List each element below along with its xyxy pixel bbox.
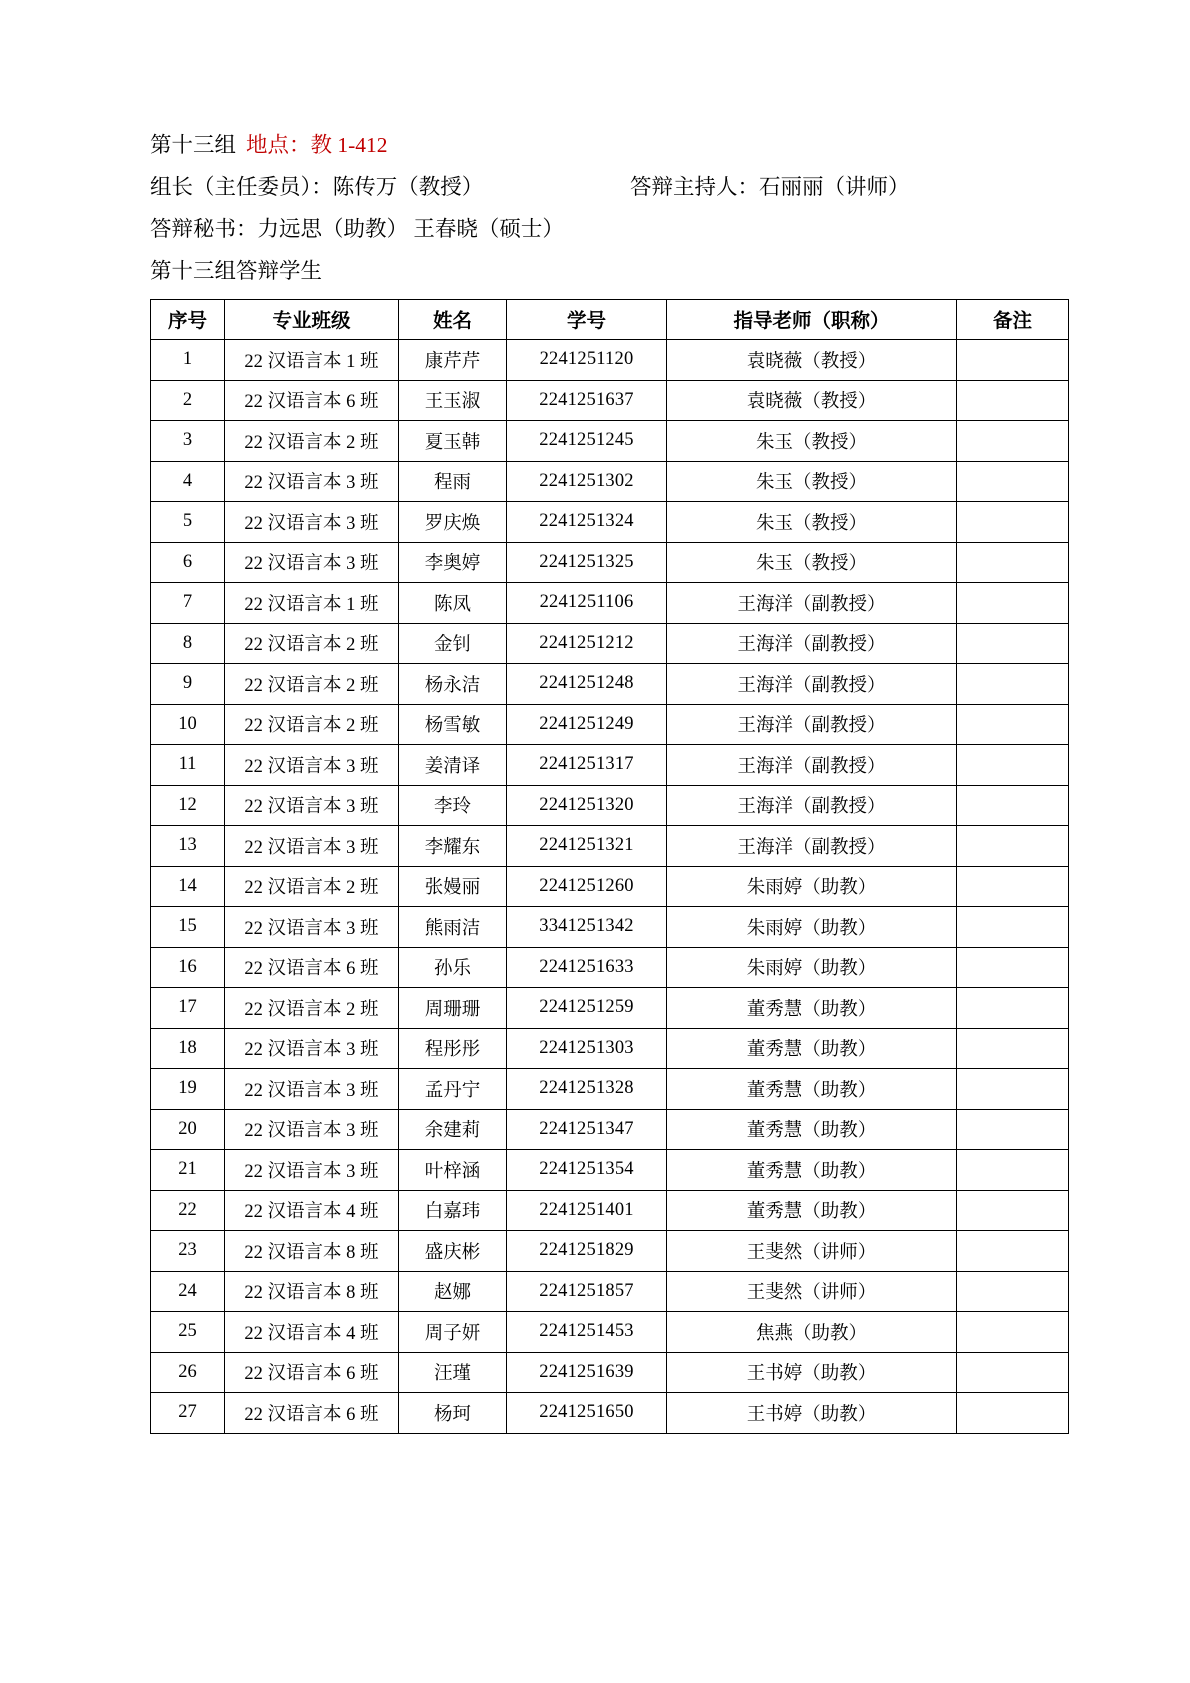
table-row (151, 542, 1069, 583)
cell-class: 22 汉语言本 3 班 (225, 542, 399, 583)
cell-student-id: 2241251354 (507, 1150, 667, 1191)
cell-name: 金钊 (399, 623, 507, 664)
cell-advisor: 王海洋（副教授） (667, 704, 957, 745)
group-title: 第十三组 (150, 133, 237, 157)
cell-class: 22 汉语言本 1 班 (225, 340, 399, 381)
cell-name: 周子妍 (399, 1312, 507, 1353)
cell-index: 9 (151, 664, 225, 705)
cell-name: 李玲 (399, 785, 507, 826)
cell-index: 2 (151, 380, 225, 421)
cell-name: 杨珂 (399, 1393, 507, 1434)
cell-class: 22 汉语言本 3 班 (225, 1109, 399, 1150)
cell-class: 22 汉语言本 3 班 (225, 745, 399, 786)
cell-student-id: 2241251303 (507, 1028, 667, 1069)
cell-note (957, 421, 1069, 462)
cell-student-id: 2241251347 (507, 1109, 667, 1150)
cell-note (957, 380, 1069, 421)
table-row (151, 988, 1069, 1029)
cell-class: 22 汉语言本 6 班 (225, 380, 399, 421)
cell-student-id: 2241251633 (507, 947, 667, 988)
leader-row (150, 167, 1070, 209)
cell-index: 4 (151, 461, 225, 502)
column-header-index: 序号 (151, 299, 225, 340)
cell-class: 22 汉语言本 4 班 (225, 1190, 399, 1231)
cell-name: 汪瑾 (399, 1352, 507, 1393)
cell-name: 赵娜 (399, 1271, 507, 1312)
cell-index: 5 (151, 502, 225, 543)
cell-student-id: 2241251320 (507, 785, 667, 826)
table-row (151, 826, 1069, 867)
cell-index: 18 (151, 1028, 225, 1069)
cell-note (957, 623, 1069, 664)
cell-note (957, 1190, 1069, 1231)
cell-advisor: 董秀慧（助教） (667, 1150, 957, 1191)
cell-note (957, 1109, 1069, 1150)
cell-name: 姜清译 (399, 745, 507, 786)
student-roster-table (150, 299, 1069, 1434)
cell-index: 11 (151, 745, 225, 786)
cell-name: 李奥婷 (399, 542, 507, 583)
cell-advisor: 朱玉（教授） (667, 502, 957, 543)
table-header-row (151, 299, 1069, 340)
cell-index: 24 (151, 1271, 225, 1312)
cell-name: 陈凤 (399, 583, 507, 624)
cell-student-id: 2241251325 (507, 542, 667, 583)
cell-student-id: 2241251260 (507, 866, 667, 907)
table-row (151, 1393, 1069, 1434)
table-row (151, 1069, 1069, 1110)
students-section-title: 第十三组答辩学生 (150, 258, 323, 283)
table-row (151, 1150, 1069, 1191)
cell-student-id: 3341251342 (507, 907, 667, 948)
cell-class: 22 汉语言本 3 班 (225, 785, 399, 826)
cell-note (957, 785, 1069, 826)
table-row (151, 1231, 1069, 1272)
cell-advisor: 王书婷（助教） (667, 1393, 957, 1434)
cell-advisor: 朱玉（教授） (667, 421, 957, 462)
column-header-advisor: 指导老师（职称） (667, 299, 957, 340)
cell-note (957, 1231, 1069, 1272)
table-row (151, 1190, 1069, 1231)
column-header-class: 专业班级 (225, 299, 399, 340)
cell-advisor: 焦燕（助教） (667, 1312, 957, 1353)
cell-name: 周珊珊 (399, 988, 507, 1029)
cell-student-id: 2241251401 (507, 1190, 667, 1231)
cell-index: 13 (151, 826, 225, 867)
cell-student-id: 2241251245 (507, 421, 667, 462)
cell-name: 杨雪敏 (399, 704, 507, 745)
cell-class: 22 汉语言本 2 班 (225, 664, 399, 705)
cell-index: 27 (151, 1393, 225, 1434)
cell-advisor: 董秀慧（助教） (667, 1109, 957, 1150)
cell-note (957, 745, 1069, 786)
cell-note (957, 1393, 1069, 1434)
cell-note (957, 340, 1069, 381)
cell-class: 22 汉语言本 3 班 (225, 461, 399, 502)
cell-name: 康芹芹 (399, 340, 507, 381)
cell-note (957, 1271, 1069, 1312)
cell-index: 15 (151, 907, 225, 948)
column-header-name: 姓名 (399, 299, 507, 340)
cell-student-id: 2241251650 (507, 1393, 667, 1434)
cell-advisor: 朱雨婷（助教） (667, 907, 957, 948)
cell-student-id: 2241251637 (507, 380, 667, 421)
table-row (151, 1271, 1069, 1312)
cell-student-id: 2241251321 (507, 826, 667, 867)
cell-note (957, 1352, 1069, 1393)
cell-class: 22 汉语言本 4 班 (225, 1312, 399, 1353)
cell-name: 王玉淑 (399, 380, 507, 421)
cell-index: 7 (151, 583, 225, 624)
cell-advisor: 王斐然（讲师） (667, 1271, 957, 1312)
cell-name: 熊雨洁 (399, 907, 507, 948)
cell-advisor: 董秀慧（助教） (667, 1069, 957, 1110)
table-row (151, 947, 1069, 988)
cell-index: 8 (151, 623, 225, 664)
cell-name: 余建莉 (399, 1109, 507, 1150)
cell-advisor: 董秀慧（助教） (667, 1028, 957, 1069)
cell-note (957, 461, 1069, 502)
cell-name: 孙乐 (399, 947, 507, 988)
cell-class: 22 汉语言本 3 班 (225, 502, 399, 543)
table-row (151, 664, 1069, 705)
table-row (151, 1312, 1069, 1353)
cell-student-id: 2241251248 (507, 664, 667, 705)
cell-name: 白嘉玮 (399, 1190, 507, 1231)
cell-class: 22 汉语言本 3 班 (225, 826, 399, 867)
cell-advisor: 袁晓薇（教授） (667, 380, 957, 421)
cell-student-id: 2241251324 (507, 502, 667, 543)
cell-class: 22 汉语言本 3 班 (225, 907, 399, 948)
cell-index: 6 (151, 542, 225, 583)
cell-class: 22 汉语言本 8 班 (225, 1271, 399, 1312)
cell-note (957, 988, 1069, 1029)
cell-advisor: 董秀慧（助教） (667, 1190, 957, 1231)
cell-class: 22 汉语言本 3 班 (225, 1028, 399, 1069)
cell-name: 张嫚丽 (399, 866, 507, 907)
cell-student-id: 2241251212 (507, 623, 667, 664)
cell-student-id: 2241251328 (507, 1069, 667, 1110)
cell-student-id: 2241251829 (507, 1231, 667, 1272)
cell-class: 22 汉语言本 2 班 (225, 866, 399, 907)
cell-student-id: 2241251120 (507, 340, 667, 381)
cell-name: 杨永洁 (399, 664, 507, 705)
table-row (151, 380, 1069, 421)
group-leader: 组长（主任委员）：陈传万（教授） (150, 174, 484, 199)
cell-student-id: 2241251317 (507, 745, 667, 786)
cell-student-id: 2241251302 (507, 461, 667, 502)
cell-student-id: 2241251249 (507, 704, 667, 745)
cell-name: 李耀东 (399, 826, 507, 867)
cell-advisor: 朱玉（教授） (667, 542, 957, 583)
cell-advisor: 王海洋（副教授） (667, 785, 957, 826)
cell-student-id: 2241251453 (507, 1312, 667, 1353)
cell-advisor: 王斐然（讲师） (667, 1231, 957, 1272)
table-row (151, 421, 1069, 462)
cell-index: 22 (151, 1190, 225, 1231)
table-row (151, 461, 1069, 502)
cell-index: 20 (151, 1109, 225, 1150)
cell-advisor: 王海洋（副教授） (667, 583, 957, 624)
cell-note (957, 1150, 1069, 1191)
cell-index: 12 (151, 785, 225, 826)
cell-index: 14 (151, 866, 225, 907)
table-row (151, 1109, 1069, 1150)
table-row (151, 1352, 1069, 1393)
cell-student-id: 2241251639 (507, 1352, 667, 1393)
group-heading (150, 125, 1070, 167)
cell-index: 3 (151, 421, 225, 462)
cell-advisor: 朱雨婷（助教） (667, 947, 957, 988)
cell-advisor: 王海洋（副教授） (667, 623, 957, 664)
table-row (151, 785, 1069, 826)
cell-advisor: 董秀慧（助教） (667, 988, 957, 1029)
table-row (151, 502, 1069, 543)
table-row (151, 340, 1069, 381)
cell-note (957, 583, 1069, 624)
column-header-note: 备注 (957, 299, 1069, 340)
cell-name: 罗庆焕 (399, 502, 507, 543)
cell-class: 22 汉语言本 6 班 (225, 947, 399, 988)
cell-advisor: 王海洋（副教授） (667, 664, 957, 705)
table-row (151, 583, 1069, 624)
cell-class: 22 汉语言本 3 班 (225, 1069, 399, 1110)
cell-advisor: 王海洋（副教授） (667, 826, 957, 867)
cell-note (957, 1069, 1069, 1110)
cell-index: 21 (151, 1150, 225, 1191)
table-row (151, 907, 1069, 948)
secretary-line: 答辩秘书：力远思（助教） 王春晓（硕士） (150, 216, 564, 241)
cell-class: 22 汉语言本 8 班 (225, 1231, 399, 1272)
table-row (151, 866, 1069, 907)
cell-note (957, 826, 1069, 867)
cell-note (957, 907, 1069, 948)
location-label: 地点：教 1-412 (246, 133, 388, 157)
cell-class: 22 汉语言本 2 班 (225, 704, 399, 745)
cell-note (957, 947, 1069, 988)
cell-class: 22 汉语言本 6 班 (225, 1352, 399, 1393)
cell-advisor: 王书婷（助教） (667, 1352, 957, 1393)
cell-advisor: 袁晓薇（教授） (667, 340, 957, 381)
cell-class: 22 汉语言本 2 班 (225, 623, 399, 664)
cell-index: 26 (151, 1352, 225, 1393)
cell-note (957, 664, 1069, 705)
cell-note (957, 1312, 1069, 1353)
cell-note (957, 542, 1069, 583)
cell-note (957, 866, 1069, 907)
cell-name: 程雨 (399, 461, 507, 502)
cell-note (957, 704, 1069, 745)
cell-class: 22 汉语言本 2 班 (225, 421, 399, 462)
cell-index: 10 (151, 704, 225, 745)
cell-note (957, 1028, 1069, 1069)
cell-advisor: 朱玉（教授） (667, 461, 957, 502)
cell-name: 盛庆彬 (399, 1231, 507, 1272)
cell-class: 22 汉语言本 6 班 (225, 1393, 399, 1434)
cell-index: 19 (151, 1069, 225, 1110)
cell-class: 22 汉语言本 3 班 (225, 1150, 399, 1191)
table-row (151, 1028, 1069, 1069)
cell-class: 22 汉语言本 1 班 (225, 583, 399, 624)
table-row (151, 745, 1069, 786)
cell-class: 22 汉语言本 2 班 (225, 988, 399, 1029)
cell-advisor: 朱雨婷（助教） (667, 866, 957, 907)
cell-name: 孟丹宁 (399, 1069, 507, 1110)
cell-student-id: 2241251106 (507, 583, 667, 624)
cell-name: 叶梓涵 (399, 1150, 507, 1191)
column-header-student-id: 学号 (507, 299, 667, 340)
cell-advisor: 王海洋（副教授） (667, 745, 957, 786)
cell-student-id: 2241251259 (507, 988, 667, 1029)
cell-index: 17 (151, 988, 225, 1029)
cell-index: 16 (151, 947, 225, 988)
table-row (151, 623, 1069, 664)
cell-student-id: 2241251857 (507, 1271, 667, 1312)
cell-note (957, 502, 1069, 543)
cell-name: 夏玉韩 (399, 421, 507, 462)
cell-index: 25 (151, 1312, 225, 1353)
cell-index: 23 (151, 1231, 225, 1272)
defense-host: 答辩主持人：石丽丽（讲师） (630, 174, 910, 199)
cell-index: 1 (151, 340, 225, 381)
cell-name: 程彤彤 (399, 1028, 507, 1069)
table-row (151, 704, 1069, 745)
